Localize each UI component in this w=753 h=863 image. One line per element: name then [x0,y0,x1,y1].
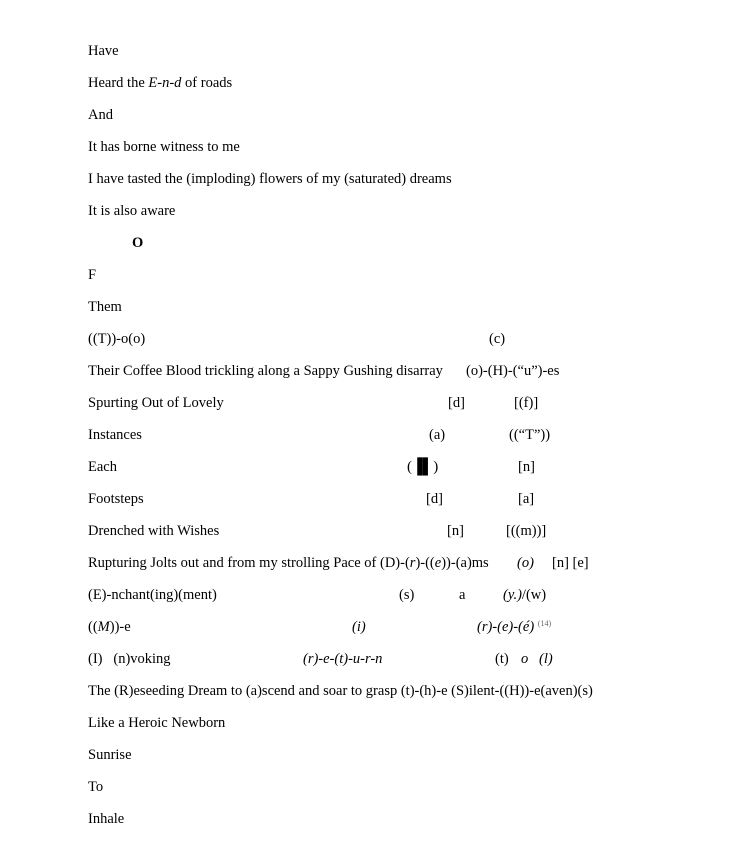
poem-line-22: Like a Heroic Newborn [88,715,226,731]
poem-line-24: To [88,779,104,795]
fragment: Each [88,459,117,475]
fragment: [n] [518,459,535,475]
text: Heard the [88,75,149,91]
poem-line-3: And [88,107,113,123]
poem-line-7: O [132,235,144,251]
fragment: Their Coffee Blood trickling along a Sappy Gushing disarray [88,363,443,379]
text: ))-(a)ms [441,555,489,571]
fragment: (s) [399,587,415,603]
fragment: a [459,587,466,603]
fragment: (o)-(H)-(“u”)-es [466,363,560,379]
poem-line-5: I have tasted the (imploding) flowers of my (saturated) dreams [88,171,452,187]
text-italic: E-n-d [148,75,182,91]
fragment: [((m))] [506,523,547,539]
text-italic: M [97,619,110,635]
glyph-symbol: (▐▌) [407,459,439,475]
poem-line-1: Have [88,43,119,59]
fragment: (i) [352,619,366,635]
text: of roads [181,75,233,91]
fragment: [d] [426,491,443,507]
fragment [88,619,131,636]
footnote-marker: (14) [537,619,552,628]
poem-line-25: Inhale [88,811,125,827]
fragment: o [521,651,529,667]
fragment: Instances [88,427,142,443]
fragment: (c) [489,331,506,347]
fragment: ((T))-o(o) [88,331,146,347]
fragment: [a] [518,491,535,507]
text-italic: e [434,555,442,571]
poem-line-21: The (R)eseeding Dream to (a)scend and soar to grasp (t)-(h)-e (S)ilent-((H))-e(aven)(s) [88,683,593,699]
text: )-(( [415,555,435,571]
fragment: (E)-nchant(ing)(ment) [88,587,217,603]
fragment: (a) [429,427,446,443]
text-italic: r [409,555,416,571]
fragment: (l) [539,651,553,667]
poem-line-23: Sunrise [88,747,132,763]
text: Rupturing Jolts out and from my strolling Pace of (D)-( [88,555,410,571]
text: (( [88,619,98,635]
text-italic: (y.) [503,587,522,603]
fragment: (t) [495,651,509,667]
poem-line-6: It is also aware [88,203,176,219]
poem-line-4: It has borne witness to me [88,139,240,155]
text: ))-e [109,619,131,635]
fragment [477,619,551,637]
fragment [88,555,489,572]
poem-line-2 [88,75,232,92]
fragment: (I) (n)voking [88,651,171,667]
text-italic: (r)-(e)-(é) [477,619,535,635]
fragment: [d] [448,395,465,411]
fragment: Spurting Out of Lovely [88,395,224,411]
fragment: Drenched with Wishes [88,523,220,539]
fragment: [(f)] [514,395,539,411]
fragment: (o) [517,555,534,571]
poem-line-8: F [88,267,97,283]
fragment: (r)-e-(t)-u-r-n [303,651,383,667]
fragment: ((“T”)) [509,427,551,443]
fragment [503,587,546,604]
fragment: Footsteps [88,491,144,507]
poem-line-9: Them [88,299,122,315]
fragment: [n] [447,523,464,539]
fragment: [n] [e] [552,555,589,571]
text: /(w) [521,587,547,603]
